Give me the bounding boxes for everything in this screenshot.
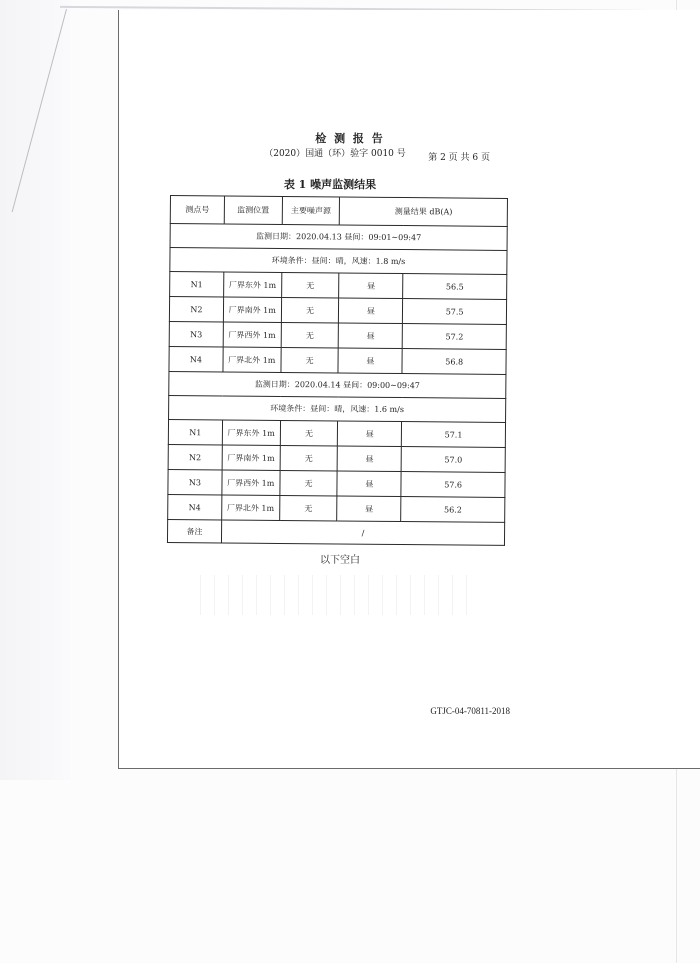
cell-source: 无 [281,322,339,348]
cell-point: N2 [169,297,223,322]
document-code: GTJC-04-70811-2018 [430,706,510,716]
env-row [169,395,506,422]
cell-value: 56.2 [401,497,505,523]
cell-location: 厂界东外 1m [223,272,281,298]
cell-source: 无 [281,347,339,373]
table-row [169,346,506,374]
cell-point: N3 [169,321,223,346]
cell-source: 无 [280,470,338,496]
cell-point: N1 [170,272,224,297]
table-row [169,297,506,325]
date-row [170,224,507,251]
cell-location: 厂界北外 1m [223,347,281,373]
col-header-point: 测点号 [170,196,224,224]
environment-conditions: 环境条件：昼间：晴，风速：1.6 m/s [169,395,506,422]
table-row [168,494,505,522]
cell-value: 56.8 [402,349,506,375]
cell-period: 昼 [338,348,402,374]
report-number: （2020）国通（环）验字 0010 号 [264,149,406,159]
environment-conditions: 环境条件：昼间：晴，风速：1.8 m/s [170,248,507,275]
cell-value: 57.1 [402,422,506,448]
cell-value: 57.2 [402,324,506,350]
cell-point: N3 [168,469,222,494]
col-header-location: 监测位置 [224,196,282,225]
cell-location: 厂界南外 1m [223,297,281,323]
cell-point: N1 [168,419,222,444]
cell-location: 厂界南外 1m [222,445,280,471]
cell-source: 无 [279,495,337,521]
scan-background [0,0,70,780]
monitoring-date: 监测日期：2020.04.13 昼间：09:01~09:47 [170,224,507,251]
date-row [169,371,506,398]
page-number: 第 2 页 共 6 页 [428,153,490,163]
blank-below-note: 以下空白 [320,555,360,566]
table-title: 表 1 噪声监测结果 [283,178,377,191]
cell-location: 厂界西外 1m [223,322,281,348]
cell-location: 厂界北外 1m [222,495,280,521]
bleed-through-marks [200,575,480,615]
table-row [169,321,506,349]
cell-value: 57.5 [403,299,507,325]
table-header-row [170,196,507,227]
cell-point: N4 [169,346,223,371]
cell-period: 昼 [339,273,403,299]
remark-value: / [221,520,504,545]
col-header-source: 主要噪声源 [282,196,340,225]
remark-row [167,519,504,545]
cell-period: 昼 [339,323,403,349]
cell-period: 昼 [337,496,401,522]
table-row [168,444,505,472]
remark-label: 备注 [167,519,221,542]
cell-period: 昼 [337,471,401,497]
cell-source: 无 [281,297,339,323]
cell-value: 56.5 [403,274,507,300]
cell-location: 厂界西外 1m [222,470,280,496]
cell-point: N4 [168,494,222,519]
cell-source: 无 [280,445,338,471]
report-title: 检 测 报 告 [315,132,385,145]
cell-value: 57.6 [401,472,505,498]
cell-value: 57.0 [401,447,505,473]
cell-period: 昼 [338,446,402,472]
env-row [170,248,507,275]
noise-results-table [167,195,508,546]
cell-location: 厂界东外 1m [222,420,280,446]
cell-source: 无 [280,420,338,446]
table-row [168,469,505,497]
table-row [168,419,505,447]
cell-period: 昼 [338,421,402,447]
cell-source: 无 [281,272,339,298]
table-row [170,272,507,300]
cell-period: 昼 [339,298,403,324]
col-header-result: 测量结果 dB(A) [340,197,508,226]
cell-point: N2 [168,444,222,469]
monitoring-date: 监测日期：2020.04.14 昼间：09:00~09:47 [169,371,506,398]
